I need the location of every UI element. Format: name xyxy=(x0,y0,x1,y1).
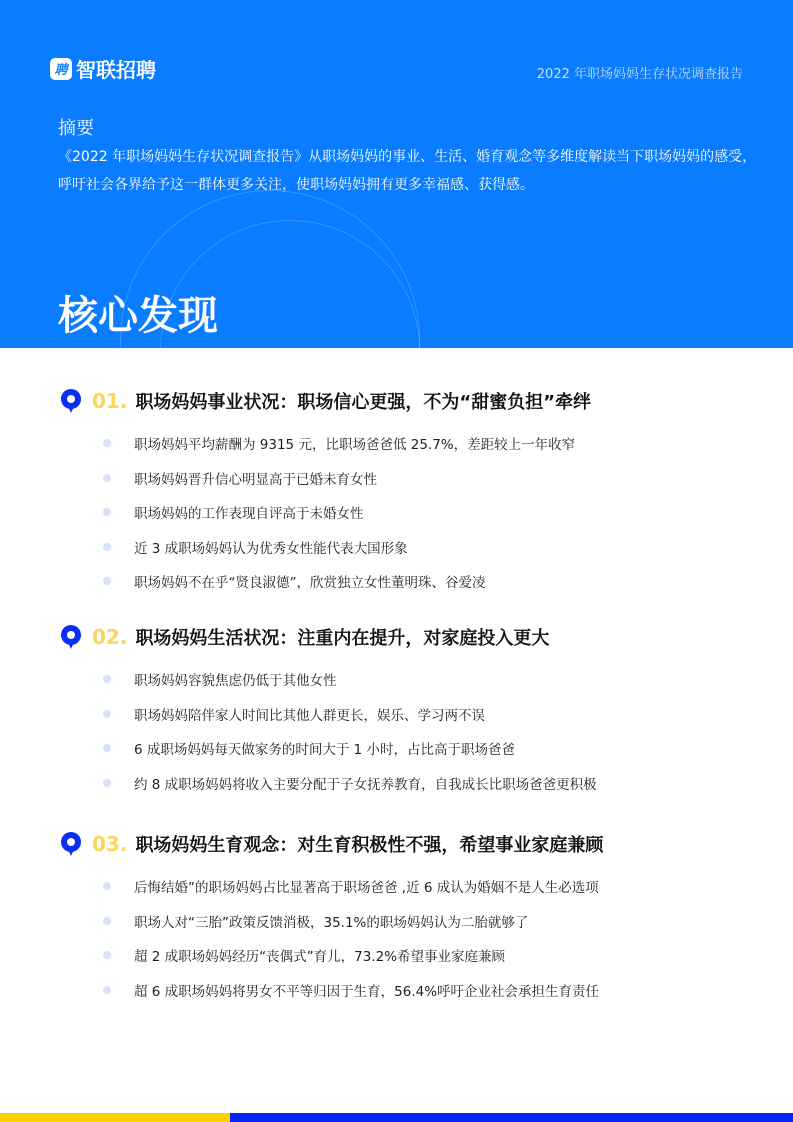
section-number: 02. xyxy=(92,625,128,649)
item-text: 职场妈妈陪伴家人时间比其他人群更长，娱乐、学习两不误 xyxy=(134,707,485,724)
item-text: 超 2 成职场妈妈经历“丧偶式”育儿，73.2%希望事业家庭兼顾 xyxy=(134,949,506,966)
list-item xyxy=(60,564,760,599)
bullet-icon xyxy=(103,779,111,787)
finding-section xyxy=(60,622,760,800)
bullet-icon xyxy=(103,882,111,890)
bullet-icon xyxy=(103,710,111,718)
item-text: 职场妈妈平均薪酬为 9315 元，比职场爸爸低 25.7%，差距较上一年收窄 xyxy=(134,437,576,454)
abstract-heading: 摘要 xyxy=(58,118,94,139)
list-item xyxy=(60,904,760,939)
section-title: 职场妈妈生育观念：对生育积极性不强，希望事业家庭兼顾 xyxy=(135,835,604,856)
item-text: 约 8 成职场妈妈将收入主要分配于子女抚养教育，自我成长比职场爸爸更积极 xyxy=(134,776,597,793)
list-item xyxy=(60,530,760,565)
bullet-icon xyxy=(103,951,111,959)
item-text: 职场妈妈容貌焦虑仍低于其他女性 xyxy=(134,673,337,690)
finding-list xyxy=(60,426,760,599)
bullet-icon xyxy=(103,744,111,752)
item-text: 职场妈妈不在乎“贤良淑德”，欣赏独立女性董明珠、谷爱凌 xyxy=(134,575,486,592)
list-item xyxy=(60,973,760,1008)
bullet-icon xyxy=(103,508,111,516)
list-item xyxy=(60,697,760,732)
header-banner xyxy=(0,0,793,348)
finding-section xyxy=(60,386,760,599)
bullet-icon xyxy=(103,577,111,585)
item-text: 职场人对“三胎”政策反馈消极，35.1%的职场妈妈认为二胎就够了 xyxy=(134,914,529,931)
bullet-icon xyxy=(103,543,111,551)
bullet-icon xyxy=(103,675,111,683)
item-text: 超 6 成职场妈妈将男女不平等归因于生育，56.4%呼吁企业社会承担生育责任 xyxy=(134,983,600,1000)
bullet-icon xyxy=(103,474,111,482)
item-text: 近 3 成职场妈妈认为优秀女性能代表大国形象 xyxy=(134,540,408,557)
location-pin-icon xyxy=(60,388,82,414)
bullet-icon xyxy=(103,917,111,925)
section-header xyxy=(60,386,760,416)
list-item xyxy=(60,495,760,530)
list-item xyxy=(60,461,760,496)
section-header xyxy=(60,829,760,859)
finding-list xyxy=(60,869,760,1007)
report-title: 2022 年职场妈妈生存状况调查报告 xyxy=(536,67,743,82)
logo-icon: 聘 xyxy=(50,58,72,80)
list-item xyxy=(60,731,760,766)
finding-section xyxy=(60,829,760,1007)
zhaopin-logo xyxy=(50,54,156,83)
core-findings-title: 核心发现 xyxy=(58,293,218,339)
location-pin-icon xyxy=(60,831,82,857)
section-header xyxy=(60,622,760,652)
item-text: 6 成职场妈妈每天做家务的时间大于 1 小时，占比高于职场爸爸 xyxy=(134,742,516,759)
bullet-icon xyxy=(103,986,111,994)
item-text: 后悔结婚”的职场妈妈占比显著高于职场爸爸 ,近 6 成认为婚姻不是人生必选项 xyxy=(134,880,599,897)
location-pin-icon xyxy=(60,624,82,650)
list-item xyxy=(60,869,760,904)
item-text: 职场妈妈晋升信心明显高于已婚未育女性 xyxy=(134,471,377,488)
abstract-text: 《2022 年职场妈妈生存状况调查报告》从职场妈妈的事业、生活、婚育观念等多维度解读当下职场妈妈的感受，呼吁社会各界给予这一群体更多关注，使职场妈妈拥有更多幸福感、获得感。 xyxy=(58,149,757,193)
logo-text: 智联招聘 xyxy=(76,58,156,82)
bullet-icon xyxy=(103,439,111,447)
section-number: 01. xyxy=(92,389,128,413)
footer-bar-blue xyxy=(230,1113,793,1122)
list-item xyxy=(60,766,760,801)
section-title: 职场妈妈事业状况：职场信心更强，不为“甜蜜负担”牵绊 xyxy=(135,392,592,413)
item-text: 职场妈妈的工作表现自评高于未婚女性 xyxy=(134,506,364,523)
list-item xyxy=(60,662,760,697)
finding-list xyxy=(60,662,760,800)
section-title: 职场妈妈生活状况：注重内在提升，对家庭投入更大 xyxy=(135,628,550,649)
section-number: 03. xyxy=(92,832,128,856)
list-item xyxy=(60,938,760,973)
footer-bar-yellow xyxy=(0,1113,230,1122)
list-item xyxy=(60,426,760,461)
